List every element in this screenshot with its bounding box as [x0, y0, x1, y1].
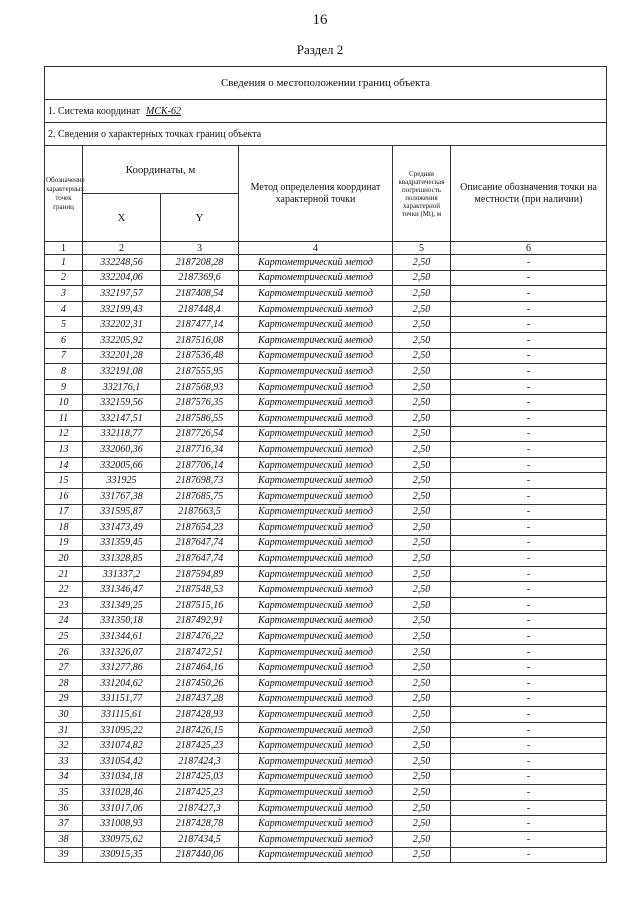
coord-x: 331151,77 [83, 691, 161, 707]
coordinate-system-label: 1. Система координат [48, 105, 141, 117]
point-number: 17 [45, 504, 83, 520]
table-row [45, 255, 607, 271]
point-number: 30 [45, 707, 83, 723]
mt-value: 2,50 [393, 598, 451, 614]
coord-x: 332199,43 [83, 301, 161, 317]
description: - [451, 847, 607, 863]
coord-x: 331767,38 [83, 488, 161, 504]
coord-x: 331337,2 [83, 566, 161, 582]
point-number: 34 [45, 769, 83, 785]
description: - [451, 566, 607, 582]
coord-y: 2187536,48 [161, 348, 239, 364]
point-number: 13 [45, 442, 83, 458]
method: Картометрический метод [239, 504, 393, 520]
point-number: 22 [45, 582, 83, 598]
table-row [45, 317, 607, 333]
description: - [451, 738, 607, 754]
coord-x: 332147,51 [83, 410, 161, 426]
coord-x: 331277,86 [83, 660, 161, 676]
point-number: 10 [45, 395, 83, 411]
coord-x: 332176,1 [83, 379, 161, 395]
point-number: 4 [45, 301, 83, 317]
table-row [45, 831, 607, 847]
point-number: 3 [45, 286, 83, 302]
table-row [45, 676, 607, 692]
coord-y: 2187555,95 [161, 364, 239, 380]
coord-y: 2187425,03 [161, 769, 239, 785]
mt-value: 2,50 [393, 332, 451, 348]
mt-value: 2,50 [393, 442, 451, 458]
mt-value: 2,50 [393, 457, 451, 473]
method: Картометрический метод [239, 831, 393, 847]
table-row [45, 738, 607, 754]
description: - [451, 691, 607, 707]
table-row [45, 286, 607, 302]
coord-y: 2187477,14 [161, 317, 239, 333]
table-row [45, 613, 607, 629]
points-info-label: 2. Сведения о характерных точках границ объекта [45, 123, 607, 146]
coord-x: 332159,56 [83, 395, 161, 411]
coord-x: 332201,28 [83, 348, 161, 364]
mt-value: 2,50 [393, 629, 451, 645]
coord-y: 2187428,93 [161, 707, 239, 723]
point-number: 8 [45, 364, 83, 380]
description: - [451, 442, 607, 458]
table-header [45, 67, 607, 255]
table-row [45, 535, 607, 551]
coord-y: 2187440,06 [161, 847, 239, 863]
mt-value: 2,50 [393, 270, 451, 286]
method: Картометрический метод [239, 348, 393, 364]
mt-value: 2,50 [393, 738, 451, 754]
mt-value: 2,50 [393, 426, 451, 442]
mt-value: 2,50 [393, 644, 451, 660]
point-number: 28 [45, 676, 83, 692]
mt-value: 2,50 [393, 566, 451, 582]
mt-value: 2,50 [393, 800, 451, 816]
method: Картометрический метод [239, 551, 393, 567]
coord-y: 2187208,28 [161, 255, 239, 271]
description: - [451, 270, 607, 286]
description: - [451, 488, 607, 504]
coord-x: 332060,36 [83, 442, 161, 458]
coord-x: 331034,18 [83, 769, 161, 785]
coord-x: 331115,61 [83, 707, 161, 723]
table-title: Сведения о местоположении границ объекта [45, 67, 607, 100]
table-row [45, 660, 607, 676]
description: - [451, 831, 607, 847]
coord-x: 331473,49 [83, 520, 161, 536]
column-number: 2 [83, 242, 161, 255]
column-number: 1 [45, 242, 83, 255]
mt-value: 2,50 [393, 660, 451, 676]
coord-x: 332005,66 [83, 457, 161, 473]
mt-value: 2,50 [393, 348, 451, 364]
method: Картометрический метод [239, 582, 393, 598]
mt-value: 2,50 [393, 301, 451, 317]
table-row [45, 379, 607, 395]
description: - [451, 754, 607, 770]
method: Картометрический метод [239, 457, 393, 473]
point-number: 11 [45, 410, 83, 426]
description: - [451, 582, 607, 598]
header-rmse: Средняя квадратическая погрешность положения характерной точки (Mt), м [393, 146, 451, 242]
point-number: 29 [45, 691, 83, 707]
table-row [45, 457, 607, 473]
method: Картометрический метод [239, 785, 393, 801]
mt-value: 2,50 [393, 317, 451, 333]
coord-y: 2187654,23 [161, 520, 239, 536]
mt-value: 2,50 [393, 613, 451, 629]
mt-value: 2,50 [393, 520, 451, 536]
coord-x: 331350,18 [83, 613, 161, 629]
mt-value: 2,50 [393, 722, 451, 738]
table-body [45, 255, 607, 863]
table-row [45, 473, 607, 489]
description: - [451, 504, 607, 520]
point-number: 12 [45, 426, 83, 442]
table-row [45, 722, 607, 738]
coord-y: 2187663,5 [161, 504, 239, 520]
coord-y: 2187464,16 [161, 660, 239, 676]
method: Картометрический метод [239, 426, 393, 442]
description: - [451, 520, 607, 536]
point-number: 15 [45, 473, 83, 489]
description: - [451, 332, 607, 348]
table-row [45, 348, 607, 364]
table-row [45, 800, 607, 816]
coord-y: 2187476,22 [161, 629, 239, 645]
point-number: 19 [45, 535, 83, 551]
coord-x: 331074,82 [83, 738, 161, 754]
method: Картометрический метод [239, 535, 393, 551]
coord-x: 330915,35 [83, 847, 161, 863]
coordinate-system-value: МСК-62 [146, 105, 182, 117]
coord-x: 332118,77 [83, 426, 161, 442]
method: Картометрический метод [239, 442, 393, 458]
description: - [451, 473, 607, 489]
description: - [451, 348, 607, 364]
mt-value: 2,50 [393, 410, 451, 426]
table-row [45, 364, 607, 380]
coord-y: 2187437,28 [161, 691, 239, 707]
point-number: 32 [45, 738, 83, 754]
method: Картометрический метод [239, 255, 393, 271]
coord-x: 331346,47 [83, 582, 161, 598]
mt-value: 2,50 [393, 364, 451, 380]
point-number: 24 [45, 613, 83, 629]
mt-value: 2,50 [393, 379, 451, 395]
coord-x: 331359,45 [83, 535, 161, 551]
coord-y: 2187434,5 [161, 831, 239, 847]
coord-y: 2187647,74 [161, 551, 239, 567]
table-row [45, 270, 607, 286]
method: Картометрический метод [239, 691, 393, 707]
method: Картометрический метод [239, 754, 393, 770]
method: Картометрический метод [239, 473, 393, 489]
coord-y: 2187698,73 [161, 473, 239, 489]
header-y: Y [161, 194, 239, 242]
point-number: 18 [45, 520, 83, 536]
description: - [451, 644, 607, 660]
table-row [45, 332, 607, 348]
method: Картометрический метод [239, 738, 393, 754]
coord-y: 2187424,3 [161, 754, 239, 770]
mt-value: 2,50 [393, 488, 451, 504]
coord-y: 2187706,14 [161, 457, 239, 473]
point-number: 26 [45, 644, 83, 660]
description: - [451, 301, 607, 317]
method: Картометрический метод [239, 613, 393, 629]
coord-x: 331204,62 [83, 676, 161, 692]
description: - [451, 800, 607, 816]
coord-x: 331344,61 [83, 629, 161, 645]
point-number: 38 [45, 831, 83, 847]
table-row [45, 442, 607, 458]
coord-y: 2187515,16 [161, 598, 239, 614]
coord-x: 332202,31 [83, 317, 161, 333]
description: - [451, 598, 607, 614]
description: - [451, 816, 607, 832]
header-description: Описание обозначения точки на местности (при наличии) [451, 146, 607, 242]
description: - [451, 255, 607, 271]
coord-y: 2187586,55 [161, 410, 239, 426]
coord-x: 331925 [83, 473, 161, 489]
table-row [45, 504, 607, 520]
mt-value: 2,50 [393, 473, 451, 489]
point-number: 9 [45, 379, 83, 395]
coord-y: 2187594,89 [161, 566, 239, 582]
mt-value: 2,50 [393, 551, 451, 567]
mt-value: 2,50 [393, 504, 451, 520]
method: Картометрический метод [239, 629, 393, 645]
table-row [45, 644, 607, 660]
method: Картометрический метод [239, 332, 393, 348]
coord-y: 2187548,53 [161, 582, 239, 598]
mt-value: 2,50 [393, 286, 451, 302]
description: - [451, 535, 607, 551]
point-number: 27 [45, 660, 83, 676]
coord-x: 332191,08 [83, 364, 161, 380]
mt-value: 2,50 [393, 395, 451, 411]
coord-y: 2187716,34 [161, 442, 239, 458]
point-number: 2 [45, 270, 83, 286]
table-row [45, 598, 607, 614]
header-coords: Координаты, м [83, 146, 239, 194]
table-row [45, 816, 607, 832]
method: Картометрический метод [239, 676, 393, 692]
mt-value: 2,50 [393, 831, 451, 847]
coord-y: 2187425,23 [161, 738, 239, 754]
description: - [451, 395, 607, 411]
description: - [451, 613, 607, 629]
mt-value: 2,50 [393, 707, 451, 723]
table-row [45, 847, 607, 863]
coord-y: 2187576,35 [161, 395, 239, 411]
coord-y: 2187448,4 [161, 301, 239, 317]
point-number: 23 [45, 598, 83, 614]
coord-x: 331028,46 [83, 785, 161, 801]
coord-x: 331008,93 [83, 816, 161, 832]
mt-value: 2,50 [393, 582, 451, 598]
table-row [45, 426, 607, 442]
method: Картометрический метод [239, 317, 393, 333]
coord-y: 2187472,51 [161, 644, 239, 660]
mt-value: 2,50 [393, 535, 451, 551]
table-row [45, 395, 607, 411]
method: Картометрический метод [239, 379, 393, 395]
method: Картометрический метод [239, 847, 393, 863]
coord-x: 332205,92 [83, 332, 161, 348]
table-row [45, 769, 607, 785]
boundary-points-table [44, 66, 607, 863]
coord-y: 2187568,93 [161, 379, 239, 395]
table-row [45, 488, 607, 504]
coord-y: 2187425,23 [161, 785, 239, 801]
point-number: 37 [45, 816, 83, 832]
coord-y: 2187428,78 [161, 816, 239, 832]
point-number: 20 [45, 551, 83, 567]
method: Картометрический метод [239, 566, 393, 582]
point-number: 6 [45, 332, 83, 348]
table-row [45, 566, 607, 582]
point-number: 5 [45, 317, 83, 333]
description: - [451, 364, 607, 380]
description: - [451, 317, 607, 333]
coord-y: 2187426,15 [161, 722, 239, 738]
description: - [451, 629, 607, 645]
point-number: 36 [45, 800, 83, 816]
table-row [45, 707, 607, 723]
method: Картометрический метод [239, 410, 393, 426]
table-row [45, 520, 607, 536]
description: - [451, 660, 607, 676]
page-number: 16 [312, 12, 328, 28]
coord-y: 2187408,54 [161, 286, 239, 302]
mt-value: 2,50 [393, 255, 451, 271]
point-number: 21 [45, 566, 83, 582]
description: - [451, 457, 607, 473]
coord-y: 2187685,75 [161, 488, 239, 504]
description: - [451, 707, 607, 723]
method: Картометрический метод [239, 816, 393, 832]
coordinate-system-row [45, 100, 607, 123]
method: Картометрический метод [239, 301, 393, 317]
mt-value: 2,50 [393, 816, 451, 832]
point-number: 39 [45, 847, 83, 863]
description: - [451, 410, 607, 426]
method: Картометрический метод [239, 598, 393, 614]
coord-x: 332248,56 [83, 255, 161, 271]
coord-y: 2187450,26 [161, 676, 239, 692]
method: Картометрический метод [239, 520, 393, 536]
method: Картометрический метод [239, 800, 393, 816]
description: - [451, 379, 607, 395]
method: Картометрический метод [239, 364, 393, 380]
table-row [45, 629, 607, 645]
coord-x: 331054,42 [83, 754, 161, 770]
description: - [451, 676, 607, 692]
coord-x: 330975,62 [83, 831, 161, 847]
header-point: Обозначение характерных точек границ [45, 146, 83, 242]
coord-y: 2187726,54 [161, 426, 239, 442]
column-number: 3 [161, 242, 239, 255]
point-number: 31 [45, 722, 83, 738]
mt-value: 2,50 [393, 785, 451, 801]
coord-x: 331326,07 [83, 644, 161, 660]
coord-y: 2187492,91 [161, 613, 239, 629]
mt-value: 2,50 [393, 676, 451, 692]
coord-x: 332204,06 [83, 270, 161, 286]
description: - [451, 426, 607, 442]
table-row [45, 551, 607, 567]
description: - [451, 785, 607, 801]
table-row [45, 754, 607, 770]
coord-y: 2187369,6 [161, 270, 239, 286]
coord-y: 2187427,3 [161, 800, 239, 816]
column-number: 4 [239, 242, 393, 255]
table-row [45, 691, 607, 707]
coord-x: 331095,22 [83, 722, 161, 738]
table-row [45, 410, 607, 426]
method: Картометрический метод [239, 644, 393, 660]
column-number: 6 [451, 242, 607, 255]
mt-value: 2,50 [393, 754, 451, 770]
point-number: 7 [45, 348, 83, 364]
method: Картометрический метод [239, 488, 393, 504]
column-number: 5 [393, 242, 451, 255]
description: - [451, 551, 607, 567]
coord-x: 331595,87 [83, 504, 161, 520]
mt-value: 2,50 [393, 847, 451, 863]
method: Картометрический метод [239, 769, 393, 785]
coord-y: 2187516,08 [161, 332, 239, 348]
description: - [451, 286, 607, 302]
method: Картометрический метод [239, 286, 393, 302]
coord-x: 332197,57 [83, 286, 161, 302]
coord-x: 331349,25 [83, 598, 161, 614]
mt-value: 2,50 [393, 691, 451, 707]
table-row [45, 785, 607, 801]
description: - [451, 769, 607, 785]
coord-x: 331017,06 [83, 800, 161, 816]
table-row [45, 301, 607, 317]
section-title: Раздел 2 [296, 42, 344, 57]
method: Картометрический метод [239, 660, 393, 676]
point-number: 1 [45, 255, 83, 271]
method: Картометрический метод [239, 707, 393, 723]
description: - [451, 722, 607, 738]
method: Картометрический метод [239, 722, 393, 738]
point-number: 14 [45, 457, 83, 473]
method: Картометрический метод [239, 395, 393, 411]
method: Картометрический метод [239, 270, 393, 286]
point-number: 35 [45, 785, 83, 801]
table-row [45, 582, 607, 598]
point-number: 25 [45, 629, 83, 645]
header-method: Метод определения координат характерной точки [239, 146, 393, 242]
header-x: X [83, 194, 161, 242]
coord-x: 331328,85 [83, 551, 161, 567]
mt-value: 2,50 [393, 769, 451, 785]
point-number: 16 [45, 488, 83, 504]
point-number: 33 [45, 754, 83, 770]
coord-y: 2187647,74 [161, 535, 239, 551]
